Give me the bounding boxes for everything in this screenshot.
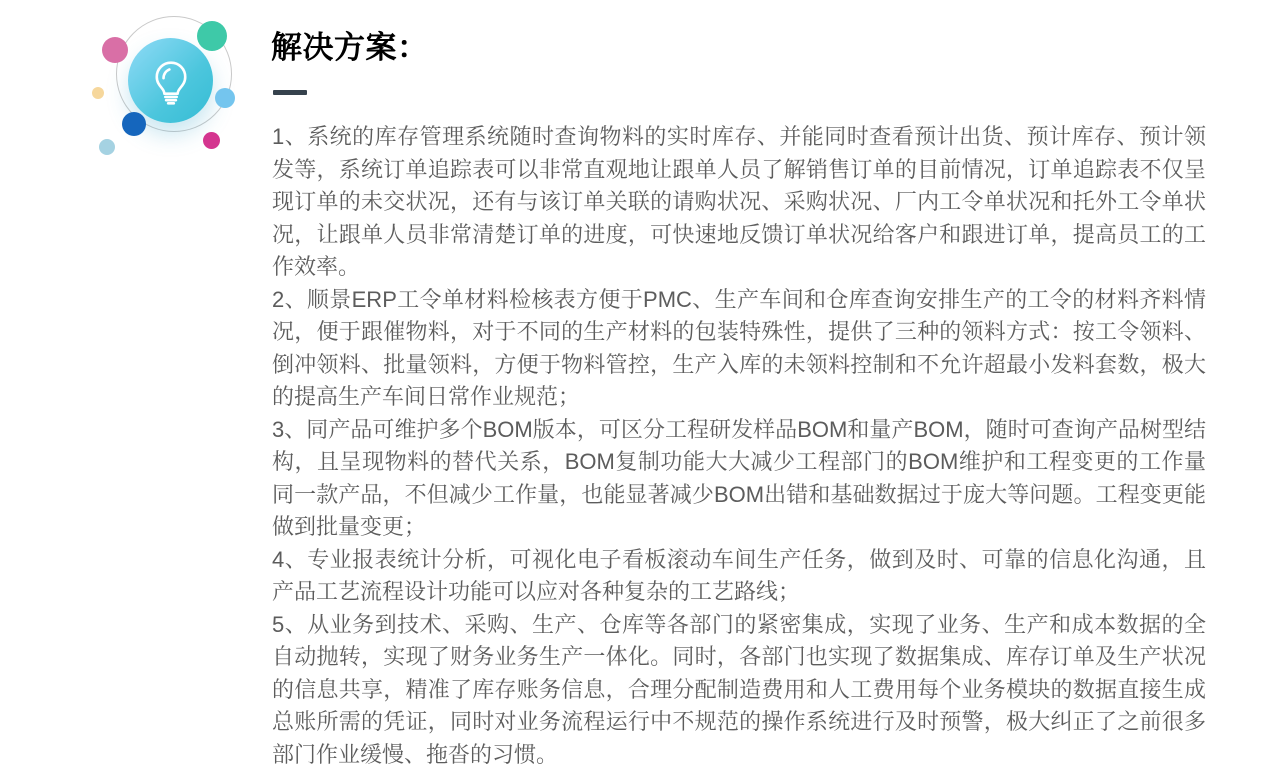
teal-dot — [197, 21, 227, 51]
solution-paragraph-4: 4、专业报表统计分析，可视化电子看板滚动车间生产任务，做到及时、可靠的信息化沟通，且产品工艺流程设计功能可以应对各种复杂的工艺路线； — [272, 546, 1206, 604]
lightbulb-circle — [128, 38, 213, 123]
pale-yellow-dot — [92, 87, 104, 99]
dark-blue-dot — [122, 112, 146, 136]
solution-paragraph-3: 3、同产品可维护多个BOM版本，可区分工程研发样品BOM和量产BOM，随时可查询产品树型结构，且呈现物料的替代关系，BOM复制功能大大减少工程部门的BOM维护和工程变更的工作量同一款产品，不但减少工作量，也能显著减少BOM出错和基础数据过于庞大等问题。工程变更能做到批量变更； — [272, 416, 1206, 539]
solution-paragraph-1: 1、系统的库存管理系统随时查询物料的实时库存、并能同时查看预计出货、预计库存、预计领发等，系统订单追踪表可以非常直观地让跟单人员了解销售订单的目前情况，订单追踪表不仅呈现订单的未交状况，还有与该订单关联的请购状况、采购状况、厂内工令单状况和托外工令单状况，让跟单人员非常清楚订单的进度，可快速地反馈订单状况给客户和跟进订单，提高员工的工作效率。 — [272, 124, 1206, 279]
magenta-dot — [203, 132, 220, 149]
small-light-blue-dot — [99, 139, 115, 155]
solution-paragraph-2: 2、顺景ERP工令单材料检核表方便于PMC、生产车间和仓库查询安排生产的工令的材料齐料情况，便于跟催物料，对于不同的生产材料的包装特殊性，提供了三种的领料方式：按工令领料、倒冲领料、批量领料，方便于物料管控，生产入库的未领料控制和不允许超最小发料套数，极大的提高生产车间日常作业规范； — [272, 286, 1206, 409]
pink-dot — [102, 37, 128, 63]
solution-paragraph-5: 5、从业务到技术、采购、生产、仓库等各部门的紧密集成，实现了业务、生产和成本数据的全自动抛转，实现了财务业务生产一体化。同时，各部门也实现了数据集成、库存订单及生产状况的信息共享，精准了库存账务信息，合理分配制造费用和人工费用每个业务模块的数据直接生成总账所需的凭证，同时对业务流程运行中不规范的操作系统进行及时预警，极大纠正了之前很多部门作业缓慢、拖沓的习惯。 — [272, 611, 1206, 767]
light-blue-dot — [215, 88, 235, 108]
lightbulb-icon — [145, 53, 197, 109]
lightbulb-decoration — [90, 0, 255, 170]
section-title: 解决方案： — [271, 30, 429, 65]
title-underline — [273, 90, 307, 95]
solution-text — [272, 121, 1206, 771]
